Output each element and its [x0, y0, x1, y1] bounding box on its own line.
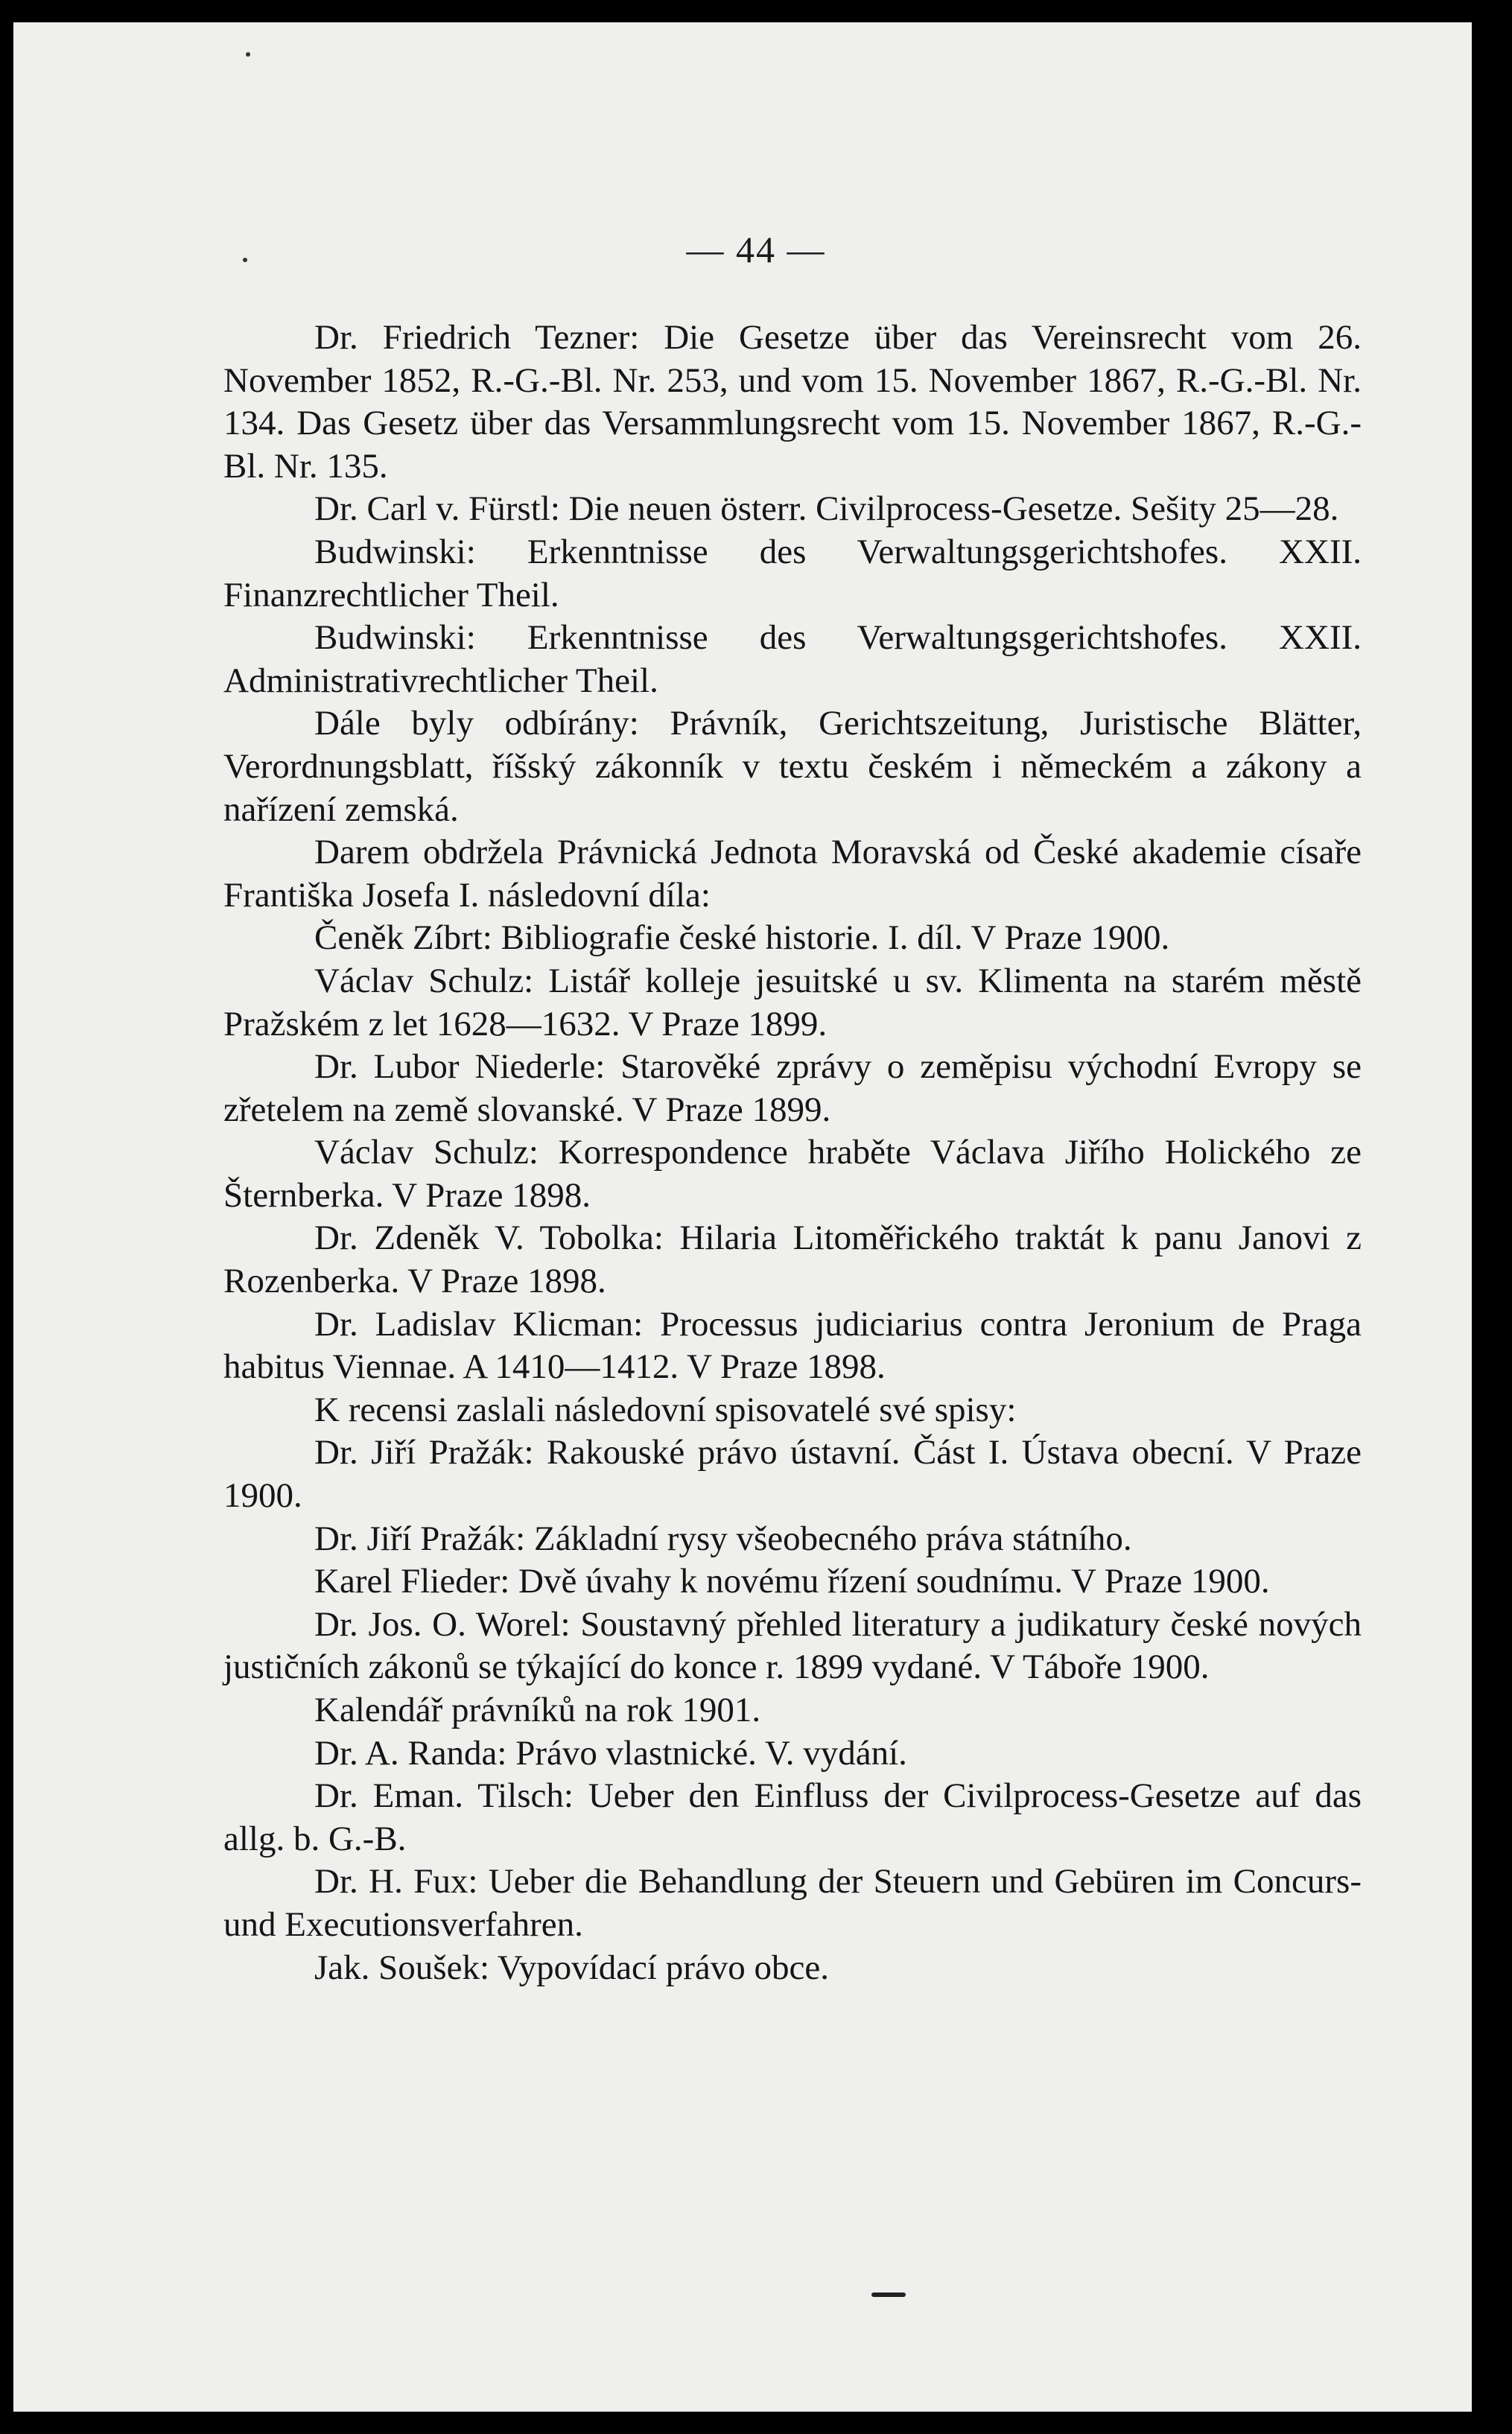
- entry-sousek: Jak. Soušek: Vypovídací právo obce.: [314, 1948, 829, 1987]
- entry-prazak-ustavni: Dr. Jiří Pražák: Rakouské právo ústavní. Část I. Ústava obecní. V Praze 1900.: [223, 1433, 1362, 1516]
- review-intro-paragraph: K recensi zaslali následovní spisovatelé své spisy:: [314, 1390, 1017, 1429]
- entry-klicman: Dr. Ladislav Klicman: Processus judiciarius contra Jeronium de Praga habitus Viennae. A 1410—1412. V Praze 1898.: [223, 1304, 1362, 1387]
- entry-zibrt: Čeněk Zíbrt: Bibliografie české historie. I. díl. V Praze 1900.: [314, 918, 1170, 958]
- entry-budwinski-finance: Budwinski: Erkenntnisse des Verwaltungsgerichtshofes. XXII. Finanzrechtlicher Theil.: [223, 532, 1362, 614]
- entry-furstl: Dr. Carl v. Fürstl: Die neuen österr. Civilprocess-Gesetze. Sešity 25—28.: [314, 489, 1339, 529]
- entry-flieder: Karel Flieder: Dvě úvahy k novému řízení soudnímu. V Praze 1900.: [314, 1562, 1270, 1601]
- entry-schulz-listar: Václav Schulz: Listář kolleje jesuitské u sv. Klimenta na starém městě Pražském z let 1628—1632. V Praze 1899.: [223, 961, 1362, 1043]
- page-body: [223, 317, 1362, 1989]
- scan-speck: [243, 258, 247, 262]
- subscriptions-paragraph: Dále byly odbírány: Právník, Gerichtszeitung, Juristische Blätter, Verordnungsblatt, říšský zákonník v textu českém i německém a zákony a nařízení zemská.: [223, 704, 1362, 829]
- entry-tezner: Dr. Friedrich Tezner: Die Gesetze über das Vereinsrecht vom 26. November 1852, R.-G.-Bl. Nr. 253, und vom 15. November 1867, R.-G.-Bl. Nr. 134. Das Gesetz über das Versammlungsrecht vom 15. November 1867, R.-G.-Bl. Nr. 135.: [223, 318, 1362, 486]
- entry-kalendar: Kalendář právníků na rok 1901.: [314, 1691, 761, 1729]
- printer-mark: [871, 2292, 906, 2297]
- scan-speck: [246, 52, 250, 57]
- gift-intro-paragraph: Darem obdržela Právnická Jednota Moravská od České akademie císaře Františka Josefa I. následovní díla:: [223, 833, 1362, 915]
- entry-schulz-korrespondence: Václav Schulz: Korrespondence hraběte Václava Jiřího Holického ze Šternberka. V Praze 1898.: [223, 1133, 1362, 1215]
- entry-worel: Dr. Jos. O. Worel: Soustavný přehled literatury a judikatury české nových justičních zákonů se týkající do konce r. 1899 vydané. V Táboře 1900.: [223, 1604, 1362, 1687]
- entry-randa: Dr. A. Randa: Právo vlastnické. V. vydání.: [314, 1733, 907, 1773]
- entry-tilsch: Dr. Eman. Tilsch: Ueber den Einfluss der Civilprocess-Gesetze auf das allg. b. G.-B.: [223, 1776, 1362, 1858]
- page-number: — 44 —: [686, 229, 826, 270]
- entry-niederle: Dr. Lubor Niederle: Starověké zprávy o zeměpisu východní Evropy se zřetelem na země slovanské. V Praze 1899.: [223, 1047, 1362, 1129]
- entry-tobolka: Dr. Zdeněk V. Tobolka: Hilaria Litoměřického traktát k panu Janovi z Rozenberka. V Praze 1898.: [223, 1218, 1362, 1301]
- entry-fux: Dr. H. Fux: Ueber die Behandlung der Steuern und Gebüren im Concurs- und Executionsverfahren.: [223, 1862, 1362, 1944]
- entry-prazak-statni: Dr. Jiří Pražák: Základní rysy všeobecného práva státního.: [314, 1519, 1132, 1558]
- entry-budwinski-admin: Budwinski: Erkenntnisse des Verwaltungsgerichtshofes. XXII. Administrativrechtlicher Theil.: [223, 618, 1362, 700]
- scan-border: [1472, 0, 1512, 2434]
